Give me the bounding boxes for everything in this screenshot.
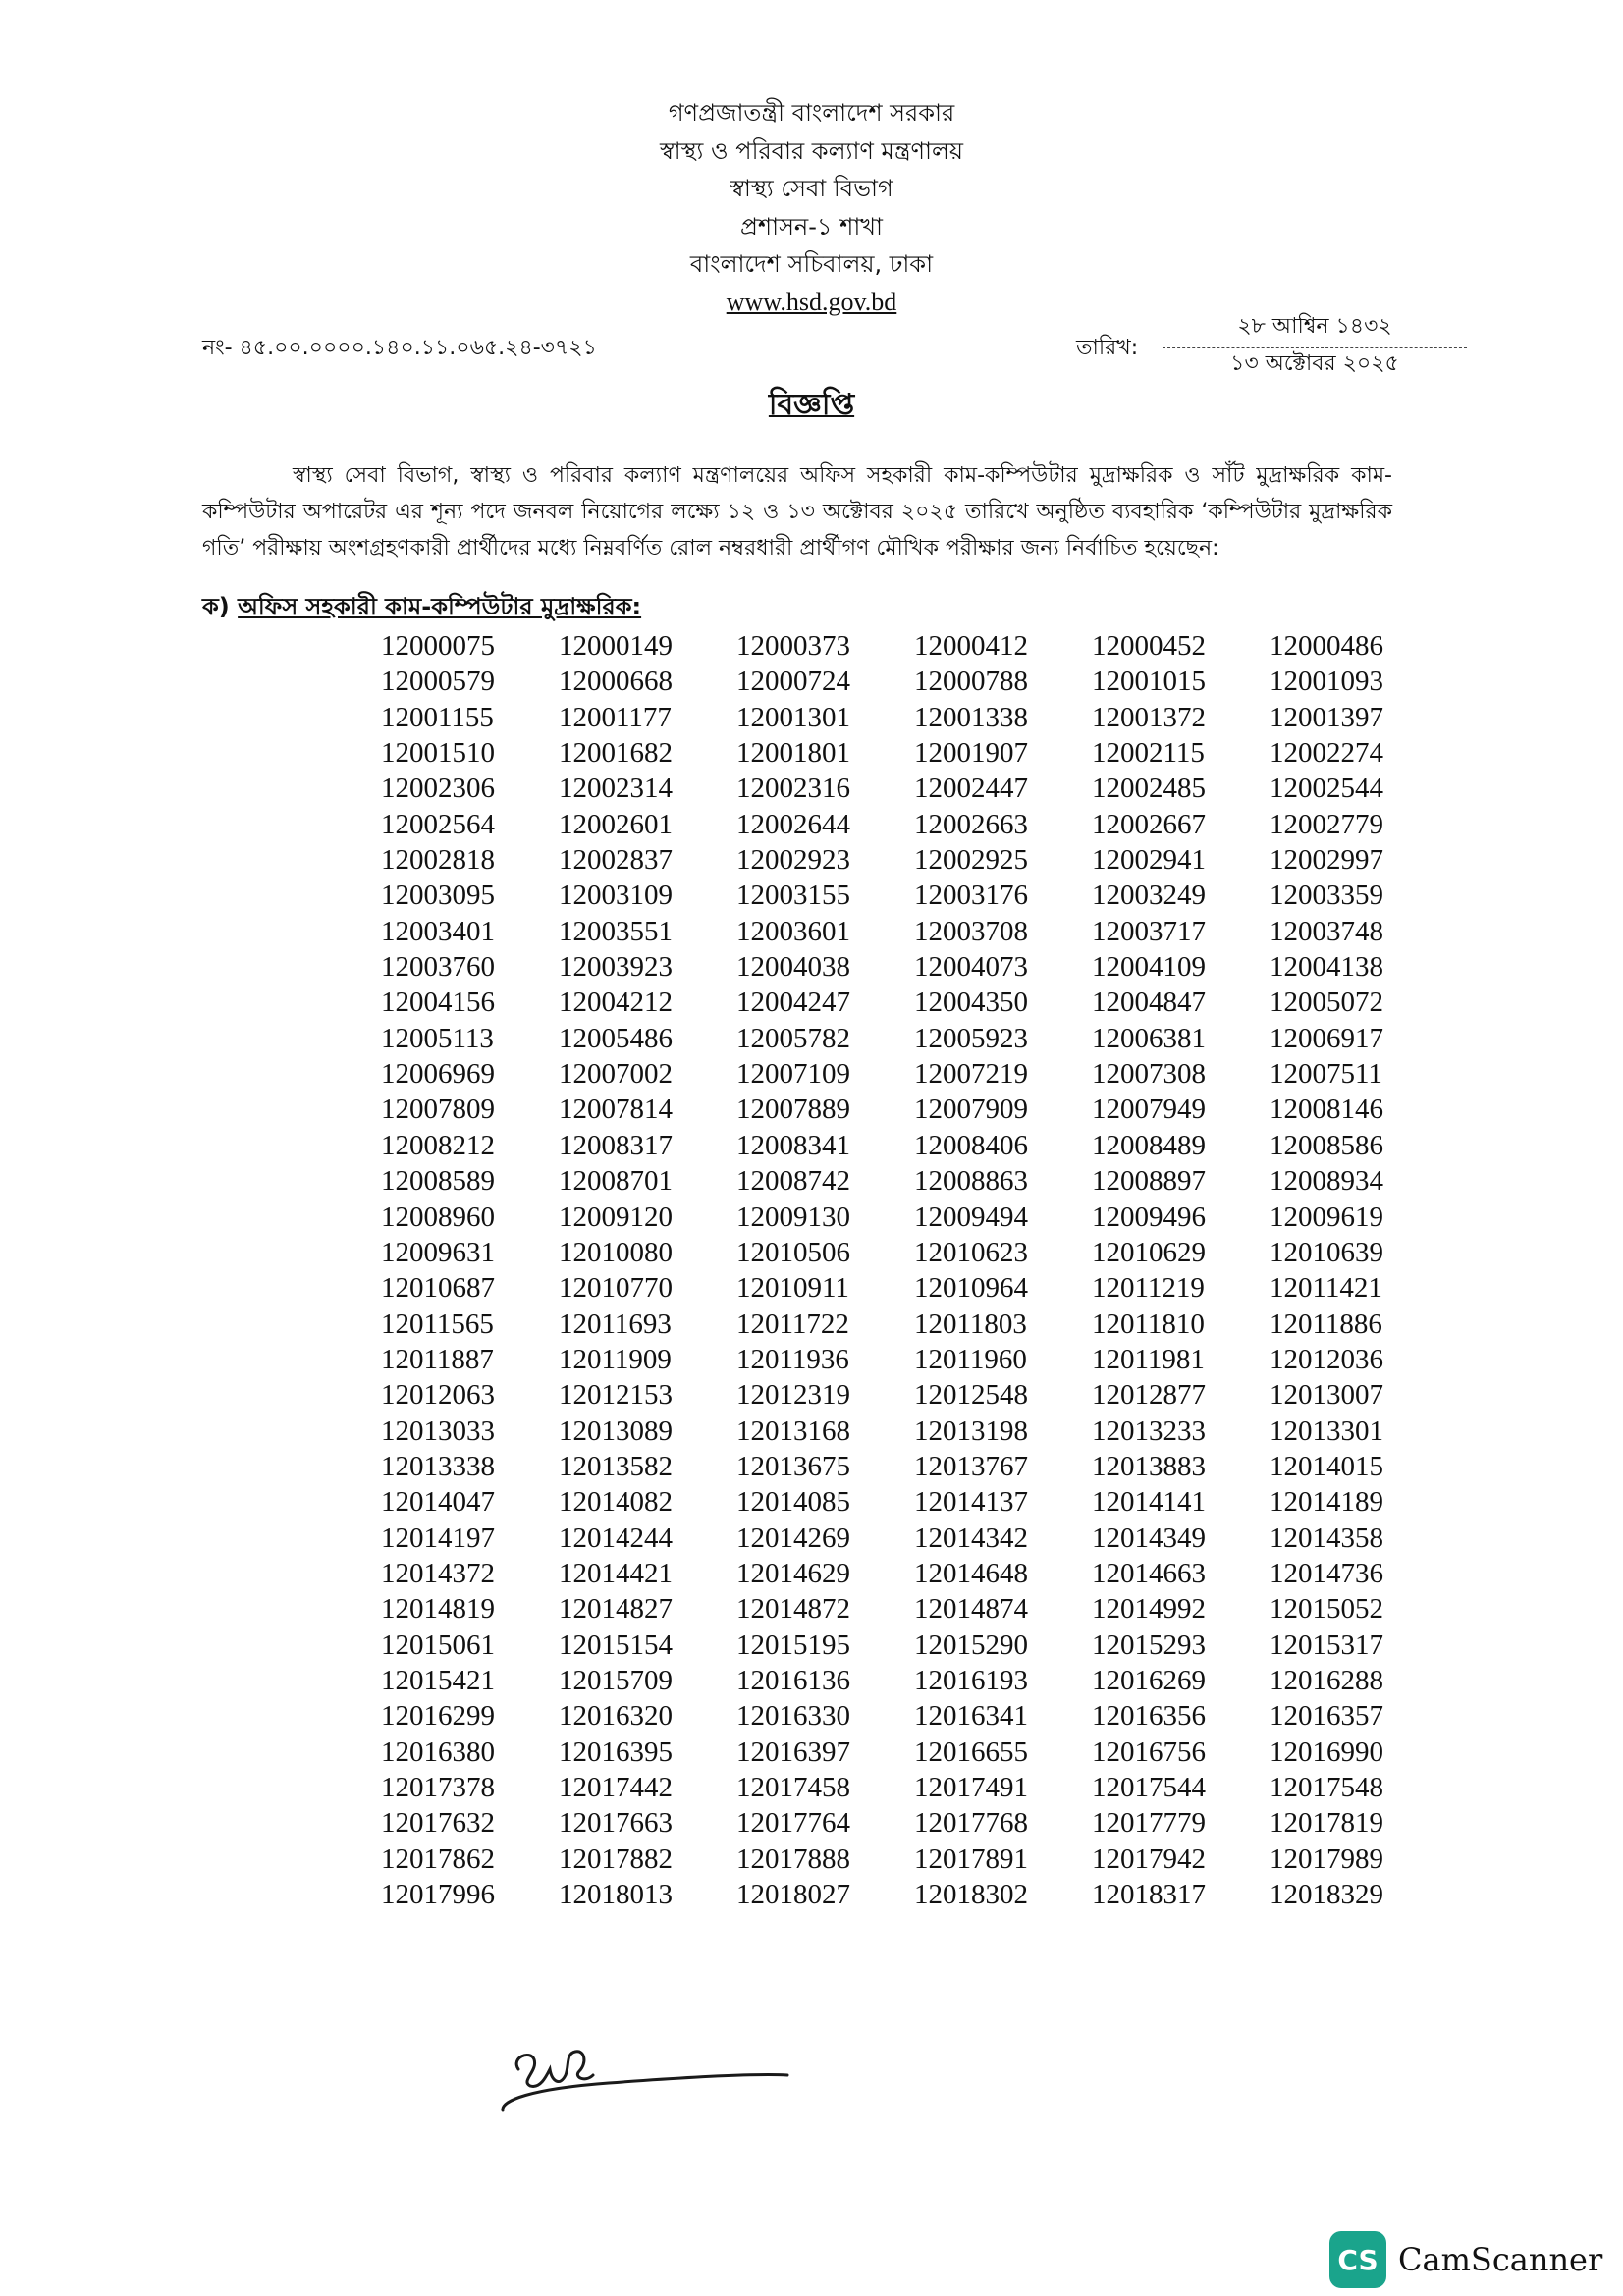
section-heading bbox=[202, 589, 641, 628]
roll-number: 12002564 bbox=[381, 808, 495, 840]
roll-number: 12013168 bbox=[736, 1415, 850, 1447]
roll-number: 12013582 bbox=[559, 1450, 673, 1482]
roll-number: 12017768 bbox=[914, 1807, 1028, 1840]
division-name: স্বাস্থ্য সেবা বিভাগ bbox=[730, 175, 893, 202]
roll-number: 12002818 bbox=[381, 844, 495, 877]
roll-number: 12015154 bbox=[559, 1629, 673, 1661]
roll-number: 12014372 bbox=[381, 1557, 495, 1589]
roll-number: 12008212 bbox=[381, 1129, 495, 1161]
roll-number: 12008146 bbox=[1270, 1094, 1383, 1126]
roll-number: 12009631 bbox=[381, 1236, 495, 1268]
roll-number: 12017378 bbox=[381, 1772, 495, 1803]
roll-number: 12016990 bbox=[1270, 1735, 1383, 1768]
roll-number: 12001907 bbox=[914, 737, 1028, 770]
roll-number: 12004156 bbox=[381, 987, 495, 1019]
roll-number: 12011936 bbox=[736, 1343, 849, 1375]
roll-number: 12000579 bbox=[381, 666, 495, 698]
roll-number: 12011693 bbox=[559, 1308, 672, 1340]
roll-number: 12002923 bbox=[736, 844, 850, 877]
roll-number: 12016288 bbox=[1270, 1664, 1383, 1696]
roll-number: 12017632 bbox=[381, 1807, 495, 1840]
roll-number: 12010964 bbox=[914, 1272, 1028, 1305]
roll-number: 12012877 bbox=[1092, 1379, 1206, 1412]
roll-number: 12013675 bbox=[736, 1450, 850, 1482]
roll-number: 12016356 bbox=[1092, 1700, 1206, 1733]
roll-number: 12016756 bbox=[1092, 1735, 1206, 1768]
roll-number: 12002644 bbox=[736, 808, 850, 840]
roll-number: 12005923 bbox=[914, 1022, 1028, 1054]
roll-number: 12003760 bbox=[381, 951, 495, 984]
roll-number: 12006969 bbox=[381, 1058, 495, 1091]
roll-number: 12015290 bbox=[914, 1629, 1028, 1661]
roll-number: 12017989 bbox=[1270, 1842, 1383, 1875]
roll-number: 12007219 bbox=[914, 1058, 1028, 1091]
roll-number: 12003401 bbox=[381, 915, 495, 947]
roll-number: 12003748 bbox=[1270, 915, 1383, 947]
roll-number: 12004138 bbox=[1270, 951, 1383, 984]
roll-number: 12003708 bbox=[914, 915, 1028, 947]
roll-number: 12001338 bbox=[914, 701, 1028, 733]
roll-number: 12016341 bbox=[914, 1700, 1028, 1733]
roll-number: 12014269 bbox=[736, 1522, 850, 1554]
roll-number: 12003109 bbox=[559, 880, 673, 912]
roll-number: 12011421 bbox=[1270, 1272, 1382, 1305]
roll-number: 12017882 bbox=[559, 1842, 673, 1875]
roll-number: 12011886 bbox=[1270, 1308, 1382, 1340]
roll-number: 12012036 bbox=[1270, 1343, 1383, 1375]
roll-number: 12017862 bbox=[381, 1842, 495, 1875]
roll-number: 12014047 bbox=[381, 1486, 495, 1519]
roll-number: 12014629 bbox=[736, 1557, 850, 1589]
roll-number: 12011960 bbox=[914, 1343, 1027, 1375]
roll-number: 12002115 bbox=[1092, 737, 1205, 770]
roll-number: 12017764 bbox=[736, 1807, 850, 1840]
roll-number: 12010629 bbox=[1092, 1236, 1206, 1268]
roll-number: 12016193 bbox=[914, 1664, 1028, 1696]
roll-number: 12018302 bbox=[914, 1879, 1028, 1911]
roll-number: 12014874 bbox=[914, 1593, 1028, 1626]
roll-number: 12004038 bbox=[736, 951, 850, 984]
roll-number: 12003155 bbox=[736, 880, 850, 912]
date-bangla: ২৮ আশ্বিন ১৪৩২ bbox=[1163, 309, 1467, 348]
roll-number: 12009619 bbox=[1270, 1201, 1383, 1233]
roll-number: 12009120 bbox=[559, 1201, 673, 1233]
roll-number: 12001301 bbox=[736, 701, 850, 733]
roll-number: 12002447 bbox=[914, 773, 1028, 805]
roll-number: 12010770 bbox=[559, 1272, 673, 1305]
roll-number: 12014082 bbox=[559, 1486, 673, 1519]
roll-number: 12010911 bbox=[736, 1272, 849, 1305]
roll-number: 12017942 bbox=[1092, 1842, 1206, 1875]
roll-number: 12015317 bbox=[1270, 1629, 1383, 1661]
roll-number: 12000373 bbox=[736, 630, 850, 662]
roll-number: 12011565 bbox=[381, 1308, 494, 1340]
roll-number: 12018329 bbox=[1270, 1879, 1383, 1911]
roll-number: 12007109 bbox=[736, 1058, 850, 1091]
roll-number: 12000668 bbox=[559, 666, 673, 698]
government-name: গণপ্রজাতন্ত্রী বাংলাদেশ সরকার bbox=[668, 99, 955, 127]
roll-number: 12013233 bbox=[1092, 1415, 1206, 1447]
roll-number: 12009496 bbox=[1092, 1201, 1206, 1233]
roll-number: 12002925 bbox=[914, 844, 1028, 877]
roll-number: 12017491 bbox=[914, 1772, 1028, 1803]
roll-number: 12009494 bbox=[914, 1201, 1028, 1233]
roll-number: 12003249 bbox=[1092, 880, 1206, 912]
roll-number: 12014197 bbox=[381, 1522, 495, 1554]
roll-number: 12014141 bbox=[1092, 1486, 1206, 1519]
roll-number: 12014992 bbox=[1092, 1593, 1206, 1626]
roll-number: 12002306 bbox=[381, 773, 495, 805]
roll-number: 12000075 bbox=[381, 630, 495, 662]
roll-number: 12013198 bbox=[914, 1415, 1028, 1447]
roll-number: 12000452 bbox=[1092, 630, 1206, 662]
roll-number: 12006917 bbox=[1270, 1022, 1383, 1054]
roll-number: 12000486 bbox=[1270, 630, 1383, 662]
date-label: তারিখ: bbox=[1076, 336, 1139, 360]
roll-number: 12017819 bbox=[1270, 1807, 1383, 1840]
memo-number: নং- ৪৫.০০.০০০০.১৪০.১১.০৬৫.২৪-৩৭২১ bbox=[202, 336, 597, 360]
roll-number: 12011909 bbox=[559, 1343, 672, 1375]
roll-number: 12014827 bbox=[559, 1593, 673, 1626]
roll-number: 12013338 bbox=[381, 1450, 495, 1482]
roll-number: 12008701 bbox=[559, 1165, 673, 1198]
roll-number: 12007949 bbox=[1092, 1094, 1206, 1126]
roll-number: 12012063 bbox=[381, 1379, 495, 1412]
roll-number: 12015061 bbox=[381, 1629, 495, 1661]
website-link[interactable]: www.hsd.gov.bd bbox=[726, 287, 897, 316]
roll-number: 12007814 bbox=[559, 1094, 673, 1126]
roll-number: 12017996 bbox=[381, 1879, 495, 1911]
roll-number: 12002997 bbox=[1270, 844, 1383, 877]
roll-number: 12002274 bbox=[1270, 737, 1383, 770]
camscanner-watermark bbox=[1329, 2231, 1602, 2288]
roll-number: 12018317 bbox=[1092, 1879, 1206, 1911]
roll-number: 12014244 bbox=[559, 1522, 673, 1554]
roll-number: 12004073 bbox=[914, 951, 1028, 984]
roll-number: 12007809 bbox=[381, 1094, 495, 1126]
roll-number: 12013767 bbox=[914, 1450, 1028, 1482]
roll-number: 12016357 bbox=[1270, 1700, 1383, 1733]
roll-number: 12012319 bbox=[736, 1379, 850, 1412]
roll-number: 12002941 bbox=[1092, 844, 1206, 877]
roll-number: 12016299 bbox=[381, 1700, 495, 1733]
roll-number: 12008589 bbox=[381, 1165, 495, 1198]
roll-number: 12002779 bbox=[1270, 808, 1383, 840]
roll-number: 12002316 bbox=[736, 773, 850, 805]
roll-number: 12002667 bbox=[1092, 808, 1206, 840]
roll-number: 12008934 bbox=[1270, 1165, 1383, 1198]
roll-number: 12003095 bbox=[381, 880, 495, 912]
notice-title bbox=[0, 381, 1623, 431]
roll-number: 12003601 bbox=[736, 915, 850, 947]
roll-number: 12003923 bbox=[559, 951, 673, 984]
roll-number: 12010639 bbox=[1270, 1236, 1383, 1268]
roll-number: 12017442 bbox=[559, 1772, 673, 1803]
roll-number: 12014648 bbox=[914, 1557, 1028, 1589]
roll-number: 12005486 bbox=[559, 1022, 673, 1054]
roll-number: 12010080 bbox=[559, 1236, 673, 1268]
roll-number: 12014872 bbox=[736, 1593, 850, 1626]
roll-number: 12014358 bbox=[1270, 1522, 1383, 1554]
roll-number: 12017663 bbox=[559, 1807, 673, 1840]
roll-number: 12011981 bbox=[1092, 1343, 1205, 1375]
roll-number: 12003551 bbox=[559, 915, 673, 947]
roll-number: 12014085 bbox=[736, 1486, 850, 1519]
roll-number: 12015195 bbox=[736, 1629, 850, 1661]
roll-number: 12008406 bbox=[914, 1129, 1028, 1161]
roll-number: 12013007 bbox=[1270, 1379, 1383, 1412]
roll-number: 12005072 bbox=[1270, 987, 1383, 1019]
date-english: ১৩ অক্টোবর ২০২৫ bbox=[1230, 351, 1399, 376]
roll-number: 12015709 bbox=[559, 1664, 673, 1696]
roll-number: 12004109 bbox=[1092, 951, 1206, 984]
ministry-name: স্বাস্থ্য ও পরিবার কল্যাণ মন্ত্রণালয় bbox=[659, 136, 964, 165]
roll-number: 12013301 bbox=[1270, 1415, 1383, 1447]
roll-number: 12004247 bbox=[736, 987, 850, 1019]
roll-number: 12008317 bbox=[559, 1129, 673, 1161]
roll-number: 12002601 bbox=[559, 808, 673, 840]
roll-number: 12014421 bbox=[559, 1557, 673, 1589]
roll-number: 12001015 bbox=[1092, 666, 1206, 698]
roll-number: 12008341 bbox=[736, 1129, 850, 1161]
roll-number: 12008863 bbox=[914, 1165, 1028, 1198]
roll-number: 12014137 bbox=[914, 1486, 1028, 1519]
roll-number: 12014349 bbox=[1092, 1522, 1206, 1554]
roll-number: 12010623 bbox=[914, 1236, 1028, 1268]
roll-number: 12016655 bbox=[914, 1735, 1028, 1768]
roll-number: 12004212 bbox=[559, 987, 673, 1019]
roll-number: 12003359 bbox=[1270, 880, 1383, 912]
roll-number: 12013033 bbox=[381, 1415, 495, 1447]
roll-number: 12001372 bbox=[1092, 701, 1206, 733]
roll-number: 12007909 bbox=[914, 1094, 1028, 1126]
roll-number: 12001177 bbox=[559, 701, 672, 733]
roll-number: 12002314 bbox=[559, 773, 673, 805]
roll-number: 12016136 bbox=[736, 1664, 850, 1696]
roll-number: 12001682 bbox=[559, 737, 673, 770]
roll-number: 12012153 bbox=[559, 1379, 673, 1412]
branch-name: প্রশাসন-১ শাখা bbox=[740, 212, 883, 240]
signature bbox=[491, 1993, 805, 2120]
roll-number: 12010506 bbox=[736, 1236, 850, 1268]
office-address: বাংলাদেশ সচিবালয়, ঢাকা bbox=[689, 250, 934, 278]
roll-number: 12014663 bbox=[1092, 1557, 1206, 1589]
roll-number: 12001801 bbox=[736, 737, 850, 770]
roll-number: 12004350 bbox=[914, 987, 1028, 1019]
roll-number: 12017548 bbox=[1270, 1772, 1383, 1803]
roll-number: 12002485 bbox=[1092, 773, 1206, 805]
roll-number: 12000788 bbox=[914, 666, 1028, 698]
roll-number: 12013883 bbox=[1092, 1450, 1206, 1482]
roll-number: 12002544 bbox=[1270, 773, 1383, 805]
roll-number: 12007511 bbox=[1270, 1058, 1382, 1091]
roll-number: 12002837 bbox=[559, 844, 673, 877]
roll-number: 12018013 bbox=[559, 1879, 673, 1911]
section-prefix: ক) bbox=[202, 593, 230, 620]
roll-number: 12016269 bbox=[1092, 1664, 1206, 1696]
roll-number: 12016380 bbox=[381, 1735, 495, 1768]
roll-number: 12014189 bbox=[1270, 1486, 1383, 1519]
roll-number: 12003717 bbox=[1092, 915, 1206, 947]
roll-number: 12000724 bbox=[736, 666, 850, 698]
roll-number: 12014015 bbox=[1270, 1450, 1383, 1482]
roll-number: 12007889 bbox=[736, 1094, 850, 1126]
roll-number: 12015421 bbox=[381, 1664, 495, 1696]
notice-body: স্বাস্থ্য সেবা বিভাগ, স্বাস্থ্য ও পরিবার কল্যাণ মন্ত্রণালয়ের অফিস সহকারী কাম-কম্পিউটার মুদ্রাক্ষরিক ও সাঁট মুদ্রাক্ষরিক কাম-কম্পিউটার অপারেটর এর শূন্য পদে জনবল নিয়োগের লক্ষ্যে ১২ ও ১৩ অক্টোবর ২০২৫ তারিখে অনুষ্ঠিত ব্যবহারিক ‘কম্পিউটার মুদ্রাক্ষরিক গতি’ পরীক্ষায় অংশগ্রহণকারী প্রার্থীদের মধ্যে নিম্নবর্ণিত রোল নম্বরধারী প্রার্থীগণ মৌখিক পরীক্ষার জন্য নির্বাচিত হয়েছেন: bbox=[202, 463, 1392, 561]
camscanner-name: CamScanner bbox=[1398, 2241, 1603, 2278]
roll-number: 12007308 bbox=[1092, 1058, 1206, 1091]
roll-number: 12000412 bbox=[914, 630, 1028, 662]
roll-number: 12009130 bbox=[736, 1201, 850, 1233]
roll-number: 12015293 bbox=[1092, 1629, 1206, 1661]
roll-number: 12015052 bbox=[1270, 1593, 1383, 1626]
roll-number: 12017458 bbox=[736, 1772, 850, 1803]
roll-number: 12004847 bbox=[1092, 987, 1206, 1019]
roll-number: 12001397 bbox=[1270, 701, 1383, 733]
roll-number: 12006381 bbox=[1092, 1022, 1206, 1054]
roll-number: 12001093 bbox=[1270, 666, 1383, 698]
roll-number: 12005113 bbox=[381, 1022, 494, 1054]
roll-number-grid bbox=[381, 628, 1402, 1912]
roll-number: 12007002 bbox=[559, 1058, 673, 1091]
roll-number: 12016395 bbox=[559, 1735, 673, 1768]
roll-number: 12008586 bbox=[1270, 1129, 1383, 1161]
roll-number: 12013089 bbox=[559, 1415, 673, 1447]
roll-number: 12010687 bbox=[381, 1272, 495, 1305]
roll-number: 12017779 bbox=[1092, 1807, 1206, 1840]
roll-number: 12018027 bbox=[736, 1879, 850, 1911]
roll-number: 12017888 bbox=[736, 1842, 850, 1875]
roll-number: 12001155 bbox=[381, 701, 494, 733]
roll-number: 12002663 bbox=[914, 808, 1028, 840]
roll-number: 12003176 bbox=[914, 880, 1028, 912]
roll-number: 12016397 bbox=[736, 1735, 850, 1768]
roll-number: 12016320 bbox=[559, 1700, 673, 1733]
roll-number: 12011810 bbox=[1092, 1308, 1205, 1340]
notice-title-text: বিজ্ঞপ্তি bbox=[768, 388, 855, 422]
roll-number: 12008489 bbox=[1092, 1129, 1206, 1161]
roll-number: 12014342 bbox=[914, 1522, 1028, 1554]
roll-number: 12017891 bbox=[914, 1842, 1028, 1875]
roll-number: 12008960 bbox=[381, 1201, 495, 1233]
roll-number: 12011219 bbox=[1092, 1272, 1205, 1305]
roll-number: 12005782 bbox=[736, 1022, 850, 1054]
section-title: অফিস সহকারী কাম-কম্পিউটার মুদ্রাক্ষরিক: bbox=[238, 593, 642, 620]
roll-number: 12011887 bbox=[381, 1343, 494, 1375]
roll-number: 12014736 bbox=[1270, 1557, 1383, 1589]
letterhead bbox=[0, 94, 1623, 321]
roll-number: 12017544 bbox=[1092, 1772, 1206, 1803]
roll-number: 12011803 bbox=[914, 1308, 1027, 1340]
roll-number: 12012548 bbox=[914, 1379, 1028, 1412]
roll-number: 12008897 bbox=[1092, 1165, 1206, 1198]
roll-number: 12001510 bbox=[381, 737, 495, 770]
roll-number: 12011722 bbox=[736, 1308, 849, 1340]
roll-number: 12000149 bbox=[559, 630, 673, 662]
roll-number: 12008742 bbox=[736, 1165, 850, 1198]
camscanner-logo-icon: CS bbox=[1329, 2231, 1386, 2288]
roll-number: 12014819 bbox=[381, 1593, 495, 1626]
roll-number: 12016330 bbox=[736, 1700, 850, 1733]
